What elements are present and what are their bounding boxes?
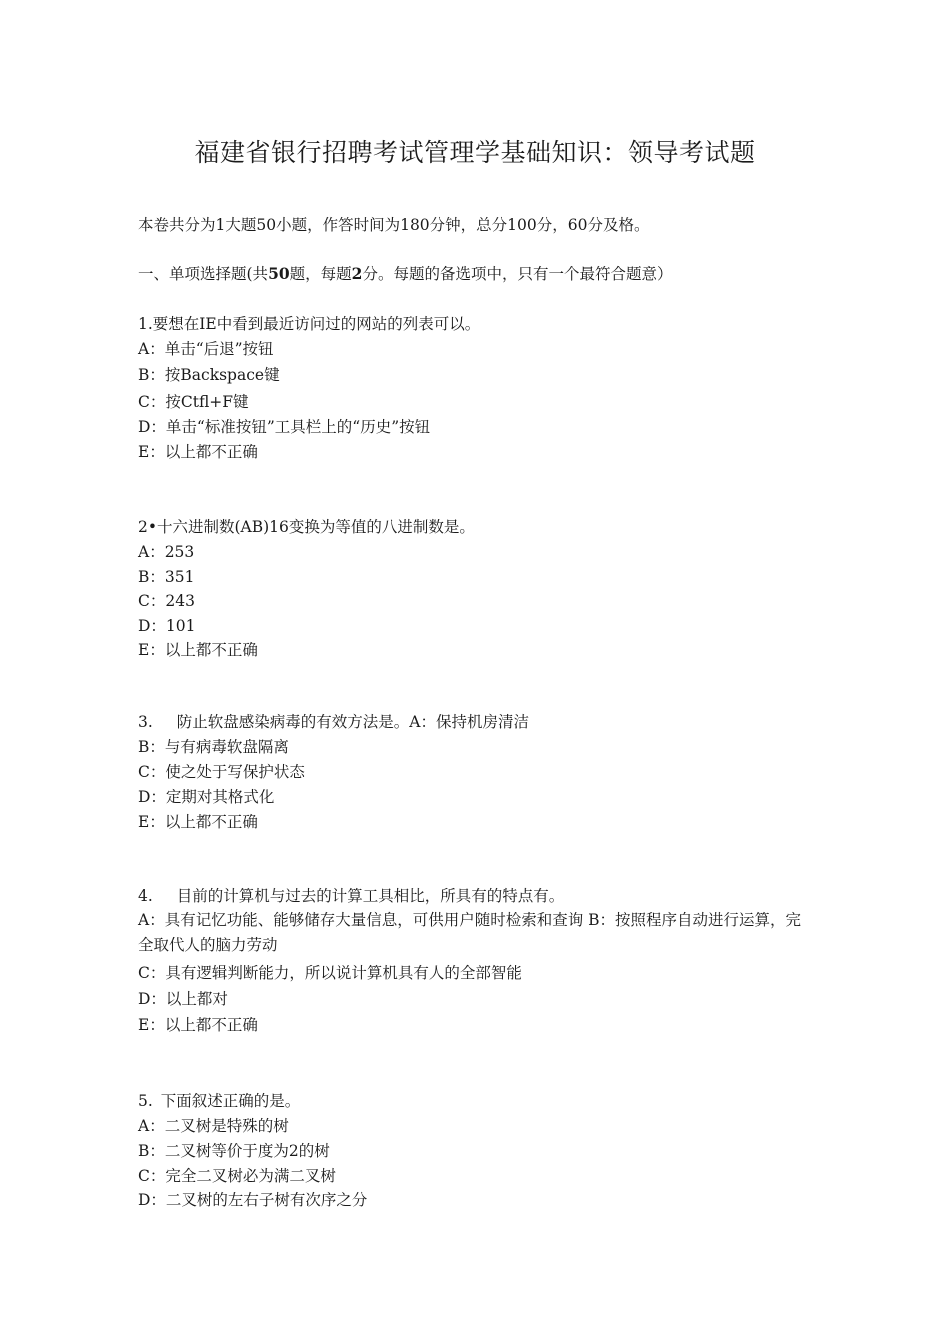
question-2-option-b: B：351 xyxy=(138,568,195,586)
question-5-option-a: A：二叉树是特殊的树 xyxy=(138,1117,289,1135)
document-title: 福建省银行招聘考试管理学基础知识：领导考试题 xyxy=(194,138,756,167)
question-1-option-e: E：以上都不正确 xyxy=(138,443,258,461)
question-3-option-d: D：定期对其格式化 xyxy=(138,788,275,806)
question-3-option-c: C：使之处于写保护状态 xyxy=(138,763,305,781)
question-1-option-b: B：按Backspace键 xyxy=(138,366,280,384)
question-5-text: 下面叙述正确的是。 xyxy=(160,1092,301,1110)
question-4-option-e: E：以上都不正确 xyxy=(138,1016,258,1034)
question-4-stem xyxy=(138,885,564,907)
question-1-option-d: D：单击“标准按钮”工具栏上的“历史”按钮 xyxy=(138,418,431,436)
question-1-option-c: C：按Ctfl+F键 xyxy=(138,393,249,411)
question-2-option-a: A：253 xyxy=(138,543,195,561)
section-heading-prefix: 一、单项选择题(共 xyxy=(138,265,269,283)
section-heading xyxy=(138,263,672,285)
question-2-option-d: D：101 xyxy=(138,617,196,635)
question-5-number: 5. xyxy=(138,1092,153,1110)
question-2-option-c: C：243 xyxy=(138,592,195,610)
question-count: 50 xyxy=(268,264,290,283)
question-5-option-b: B：二叉树等价于度为2的树 xyxy=(138,1142,330,1160)
question-4-option-d: D：以上都对 xyxy=(138,990,228,1008)
question-5-option-c: C：完全二叉树必为满二叉树 xyxy=(138,1167,336,1185)
section-heading-middle: 题，每题 xyxy=(289,265,352,283)
points-per-question: 2 xyxy=(351,264,363,283)
question-3-number: 3. xyxy=(138,713,153,731)
question-3-option-b: B：与有病毒软盘隔离 xyxy=(138,738,289,756)
question-4-option-a-b: A：具有记忆功能、能够储存大量信息，可供用户随时检索和查询 B：按照程序自动进行运算，完全取代人的脑力劳动 xyxy=(138,911,802,954)
question-3-option-e: E：以上都不正确 xyxy=(138,813,258,831)
exam-intro: 本卷共分为1大题50小题，作答时间为180分钟，总分100分，60分及格。 xyxy=(138,216,650,234)
question-4-text: 目前的计算机与过去的计算工具相比，所具有的特点有。 xyxy=(176,887,565,905)
question-2-option-e: E：以上都不正确 xyxy=(138,641,258,659)
question-1-stem: 1.要想在IE中看到最近访问过的网站的列表可以。 xyxy=(138,315,481,333)
question-1-option-a: A：单击“后退”按钮 xyxy=(138,340,274,358)
question-2-stem: 2•十六进制数(AB)16变换为等值的八进制数是。 xyxy=(138,518,475,536)
question-4-number: 4. xyxy=(138,887,153,905)
question-5-option-d: D：二叉树的左右子树有次序之分 xyxy=(138,1191,368,1209)
section-heading-suffix: 分。每题的备选项中，只有一个最符合题意） xyxy=(362,265,673,283)
question-4-option-c: C：具有逻辑判断能力，所以说计算机具有人的全部智能 xyxy=(138,964,522,982)
question-5-stem xyxy=(138,1090,300,1112)
question-3-text: 防止软盘感染病毒的有效方法是。A：保持机房清洁 xyxy=(176,713,529,731)
question-3-stem xyxy=(138,711,529,733)
